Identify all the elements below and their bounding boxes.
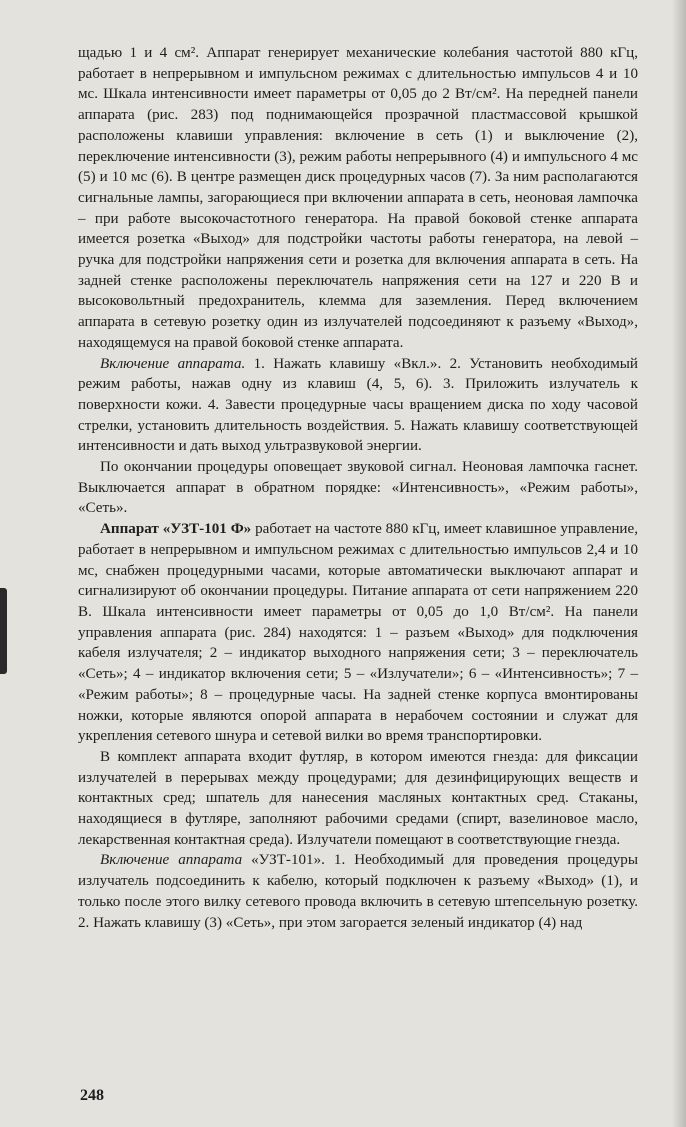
paragraph xyxy=(78,747,638,851)
paragraph xyxy=(78,519,638,747)
paragraph xyxy=(78,43,638,354)
paragraph xyxy=(78,850,638,933)
page-number: 248 xyxy=(80,1087,104,1104)
paragraph-lead-bold: Аппарат «УЗТ-101 Ф» xyxy=(100,521,252,538)
paragraph-lead-italic: Включение аппарата. xyxy=(100,355,246,372)
paragraph-text: работает на частоте 880 кГц, имеет клавишное управление, работает в непрерывном и импульсном режимах с длительностью импульсов 2,4 и 10 мс, снабжен процедурными часами, которые автоматически выключают аппарат и сигнализируют об окончании процедуры. Питание аппарата от сети напряжением 220 В. Шкала интенсивности имеет параметры от 0,05 до 1,0 Вт/см². На панели управления аппарата (рис. 284) находятся: 1 – разъем «Выход» для подключения кабеля излучателя; 2 – индикатор выходного напряжения сети; 3 – переключатель «Сеть»; 4 – индикатор включения сети; 5 – «Излучатели»; 6 – «Интенсивность»; 7 – «Режим работы»; 8 – процедурные часы. На задней стенке корпуса вмонтированы ножки, которые являются опорой аппарата в нерабочем состоянии и служат для укрепления сетевого шнура и сетевой вилки во время транспортировки. xyxy=(78,521,638,745)
paragraph-text: По окончании процедуры оповещает звуковой сигнал. Неоновая лампочка гаснет. Выключается аппарат в обратном порядке: «Интенсивность», «Режим работы», «Сеть». xyxy=(78,459,638,517)
body-text xyxy=(78,43,638,933)
paragraph-text: «УЗТ-101». 1. Необходимый для проведения процедуры излучатель подсоединить к кабелю, который подключен к разъему «Выход» (1), и только после этого вилку сетевого провода включить в сетевую штепсельную розетку. 2. Нажать клавишу (3) «Сеть», при этом загорается зеленый индикатор (4) над xyxy=(78,852,638,931)
paragraph xyxy=(78,354,638,458)
paragraph xyxy=(78,457,638,519)
paragraph-lead-italic: Включение аппарата xyxy=(100,852,243,869)
binding-edge-mark xyxy=(0,588,7,674)
paragraph-text: В комплект аппарата входит футляр, в котором имеются гнезда: для фиксации излучателей в перерывах между процедурами; для дезинфицирующих веществ и контактных сред; шпатель для нанесения масляных контактных сред. Стаканы, находящиеся в футляре, заполняют рабочими средами (спирт, вазелиновое масло, лекарственная контактная среда). Излучатели помещают в соответствующие гнезда. xyxy=(78,748,638,848)
paragraph-text: 1. Нажать клавишу «Вкл.». 2. Установить необходимый режим работы, нажав одну из клавиш (4, 5, 6). 3. Приложить излучатель к поверхности кожи. 4. Завести процедурные часы вращением диска по ходу часовой стрелки, установить длительность воздействия. 5. Нажать клавишу соответствующей интенсивности и дать выход ультразвуковой энергии. xyxy=(78,355,638,455)
paragraph-text: щадью 1 и 4 см². Аппарат генерирует механические колебания частотой 880 кГц, работает в непрерывном и импульсном режимах с длительностью импульсов 4 и 10 мс. Шкала интенсивности имеет параметры от 0,05 до 2 Вт/см². На передней панели аппарата (рис. 283) под поднимающейся прозрачной пластмассовой крышкой расположены клавиши управления: включение в сеть (1) и выключение (2), переключение интенсивности (3), режим работы непрерывного (4) и импульсного 4 мс (5) и 10 мс (6). В центре размещен диск процедурных часов (7). За ним располагаются сигнальные лампы, загорающиеся при включении аппарата в сеть, неоновая лампочка – при работе высокочастотного генератора. На правой боковой стенке аппарата имеется розетка «Выход» для подстройки частоты работы генератора, на левой – ручка для подстройки напряжения сети и розетка для включения аппарата в сеть. На задней стенке расположены переключатель напряжения сети на 127 и 220 В и высоковольтный предохранитель, клемма для заземления. Перед включением аппарата в сетевую розетку один из излучателей подсоединяют к разъему «Выход», находящемуся на правой боковой стенке аппарата. xyxy=(78,45,638,351)
